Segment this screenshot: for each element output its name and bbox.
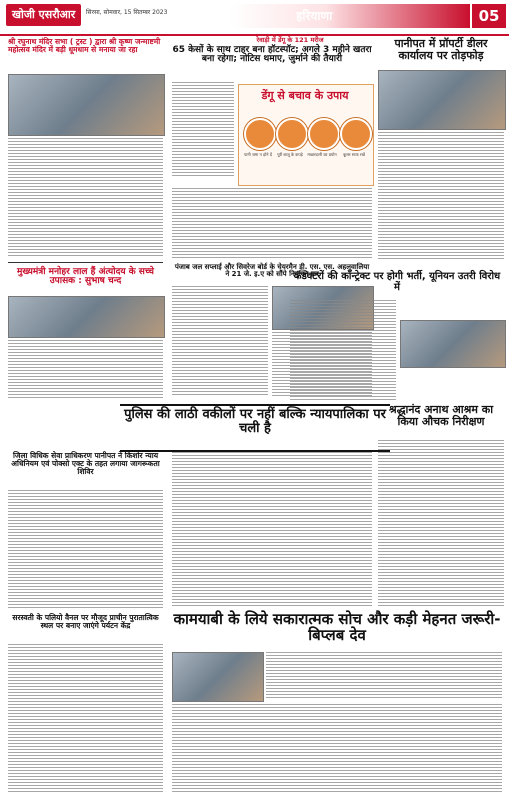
temple-photo bbox=[8, 74, 165, 136]
success-headline: कामयाबी के लिये सकारात्मक सोच और कड़ी मेहनत जरूरी-बिप्लब देव bbox=[173, 610, 501, 644]
dengue-tip-label: मच्छरदानी का प्रयोग bbox=[307, 152, 337, 157]
police-headline: पुलिस की लाठी वकीलों पर नहीं बल्कि न्यायपालिका पर चली है bbox=[124, 407, 386, 436]
panipat-body bbox=[378, 132, 504, 260]
dateline: सिरसा, सोमवार, 15 सितम्बर 2023 bbox=[86, 9, 168, 16]
dengue-tip-icon bbox=[244, 118, 276, 150]
success-body bbox=[172, 704, 502, 794]
conductor-body bbox=[290, 300, 396, 400]
section-title: हरियाणा bbox=[230, 4, 470, 28]
legal-body bbox=[8, 490, 163, 608]
dengue-body-left bbox=[172, 82, 234, 178]
ashram-body bbox=[378, 440, 504, 608]
dengue-tip-icon bbox=[340, 118, 372, 150]
cm-headline: मुख्यमंत्री मनोहर लाल हैं अंत्योदय के सच्चे उपासक : सुभाष चन्द bbox=[17, 267, 154, 287]
rule bbox=[8, 262, 163, 263]
conductor-headline: कंडक्टरों की कॉन्ट्रेक्ट पर होगी भर्ती, यूनियन उतरी विरोध में bbox=[293, 271, 501, 293]
dengue-tip-icon bbox=[308, 118, 340, 150]
dengue-tip-label: कूलर साफ रखें bbox=[343, 152, 365, 157]
saraswati-body bbox=[8, 644, 163, 794]
punjab-headline: पंजाब जल सप्लाई और सिवरेज बोर्ड के चेयरमैन डी. एस. एस. अहलूवालिया ने 21 जे. इ.ए को सौंपे नियुक्ति पत्र bbox=[174, 263, 370, 279]
success-body-top bbox=[266, 652, 502, 700]
temple-headline: श्री रघुनाथ मंदिर सभा ( ट्रस्ट ) द्वारा श्री कृष्ण जन्माष्टमी महोत्सव मंदिर में बड़ी धूमधाम से मनाया जा रहा bbox=[8, 37, 161, 54]
legal-headline: जिला विधिक सेवा प्राधिकरण पानीपत ने किशोर न्याय अधिनियम एवं पोक्सो एक्ट के तहत लगाया जागरूकता शिविर bbox=[11, 451, 160, 476]
cm-body bbox=[8, 340, 163, 400]
ashram-headline: श्रद्धानंद अनाथ आश्रम का किया औचक निरीक्षण bbox=[388, 403, 494, 428]
police-body bbox=[172, 452, 372, 608]
dengue-body-lower bbox=[172, 188, 372, 258]
success-photo bbox=[172, 652, 264, 702]
dengue-tip-icon bbox=[276, 118, 308, 150]
punjab-body bbox=[172, 286, 268, 396]
brand-logo: खोजी एसरौआर bbox=[6, 4, 81, 26]
temple-body bbox=[8, 138, 163, 258]
dengue-tip-label: पूरी बाजू के कपड़े bbox=[277, 152, 303, 157]
dengue-headline: 65 केसों के साथ टाहर बना हॉटस्पॉट; अगले 3 महीने खतरा बना रहेगा; नोटिस थमाए, जुर्माने की तैयारी bbox=[172, 45, 372, 65]
dengue-tip-label: पानी जमा न होने दें bbox=[244, 152, 272, 157]
panipat-headline: पानीपत में प्रॉपर्टी डीलर कार्यालय पर तोड़फोड़ bbox=[394, 37, 488, 62]
dengue-kicker: रेवाड़ी में डेंगू के 121 मरीज bbox=[256, 36, 324, 44]
page-number: 05 bbox=[472, 4, 506, 28]
cm-photo bbox=[8, 296, 165, 338]
panipat-photo bbox=[378, 70, 506, 130]
conductor-photo bbox=[400, 320, 506, 368]
dengue-box-title: डेंगू से बचाव के उपाय bbox=[261, 89, 349, 102]
saraswati-headline: सरस्वती के पलियो वैनल पर मौजूद प्राचीन पुरातात्विक स्थल पर बनाए जाएंगे पर्यटन केंद्र bbox=[12, 613, 159, 630]
